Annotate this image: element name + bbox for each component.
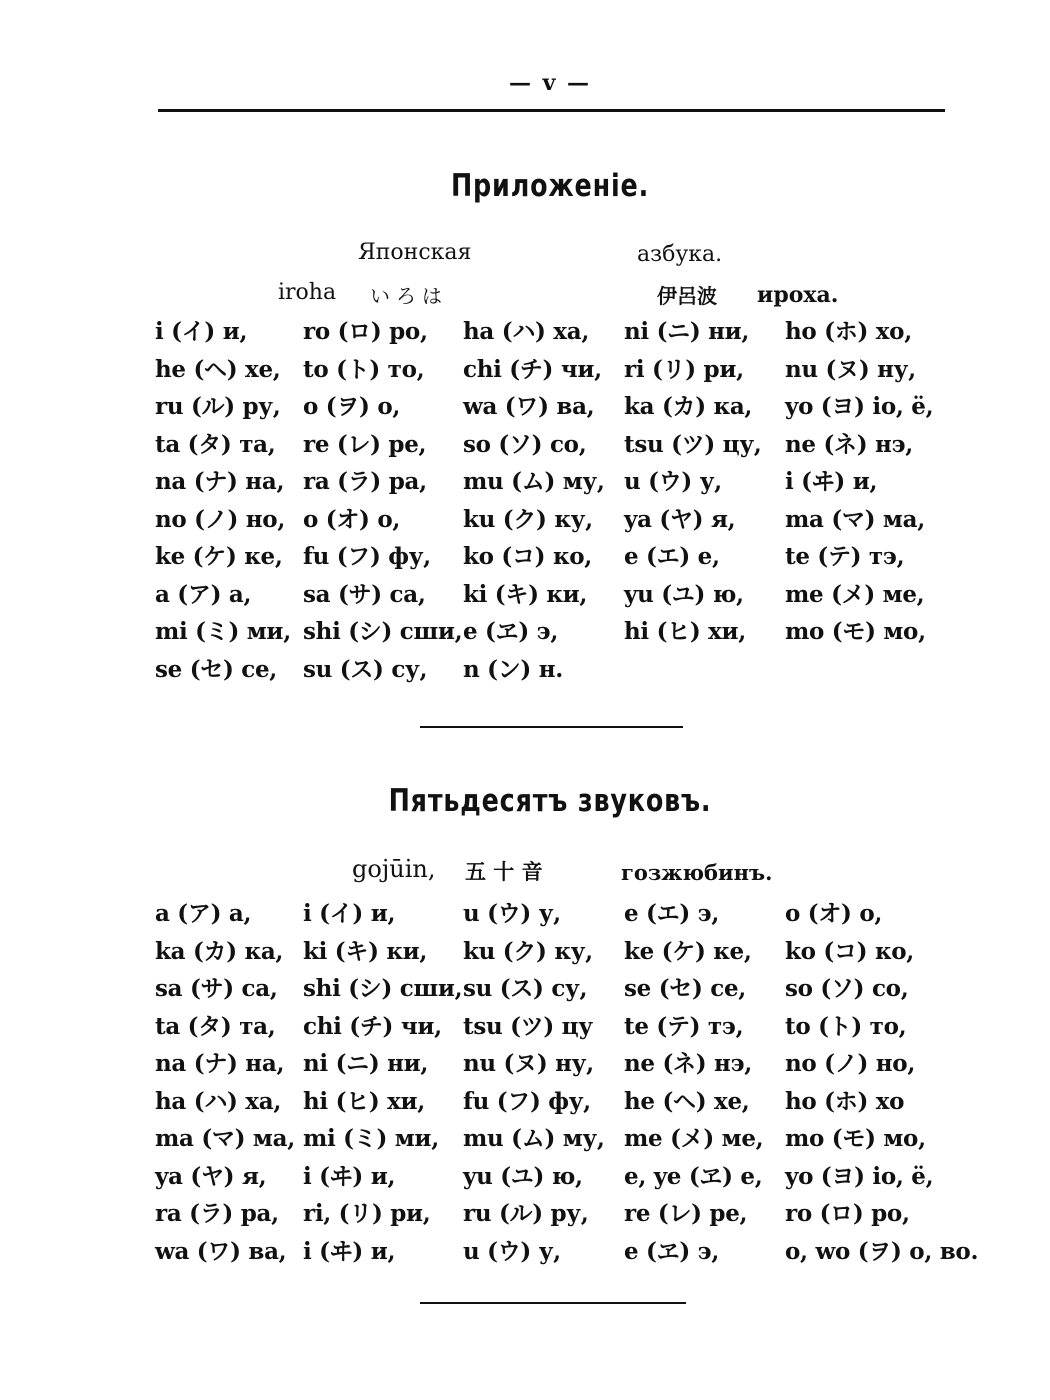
table-cell: ya (ヤ) я,	[624, 505, 736, 533]
table-cell: mo (モ) мо,	[785, 618, 926, 645]
table-cell: shi (シ) сши,	[303, 975, 463, 1002]
page-number: — v —	[508, 70, 592, 96]
table-cell: ke (ケ) ке,	[155, 543, 283, 570]
iroha-russian: ироха.	[757, 282, 839, 308]
table-cell: re (レ) ре,	[624, 1200, 748, 1227]
table-cell: ho (ホ) хо	[785, 1087, 905, 1115]
table-cell: fu (フ) фу,	[463, 1087, 591, 1115]
table-cell: i (ヰ) и,	[785, 468, 878, 495]
table-cell: me (メ) ме,	[624, 1125, 764, 1152]
table-cell: i (ヰ) и,	[303, 1237, 396, 1265]
table-cell: ku (ク) ку,	[463, 937, 593, 965]
table-cell: to (ト) то,	[303, 355, 425, 383]
table-cell: o, wo (ヲ) о, во.	[785, 1237, 979, 1265]
table-cell: ka (カ) ка,	[624, 393, 753, 420]
table-cell: ne (ネ) нэ,	[624, 1050, 752, 1077]
table-cell: ru (ル) ру,	[463, 1200, 589, 1227]
table-cell: ma (マ) ма,	[155, 1125, 295, 1152]
table-cell: no (ノ) но,	[155, 505, 286, 533]
section-divider	[420, 726, 683, 728]
table-cell: tsu (ツ) цу	[463, 1012, 593, 1040]
table-cell: ko (コ) ко,	[785, 937, 915, 965]
table-cell: ta (タ) та,	[155, 430, 276, 458]
table-cell: u (ウ) у,	[463, 1237, 561, 1265]
table-cell: ha (ハ) ха,	[463, 318, 590, 345]
table-cell: ro (ロ) ро,	[303, 318, 428, 345]
table-cell: he (ヘ) хе,	[155, 355, 281, 383]
table-cell: wa (ワ) ва,	[155, 1237, 287, 1265]
table-cell: ko (コ) ко,	[463, 543, 593, 570]
table-cell: ya (ヤ) я,	[155, 1162, 267, 1190]
table-cell: yo (ヨ) io, ё,	[785, 393, 934, 420]
gojuon-russian: гозжюбинъ.	[621, 860, 773, 885]
table-cell: fu (フ) фу,	[303, 543, 431, 570]
table-cell: ku (ク) ку,	[463, 505, 593, 533]
gojuon-kanji: 五 十 音	[465, 859, 543, 884]
table-cell: ki (キ) ки,	[463, 580, 588, 608]
table-cell: e (エ) э,	[624, 900, 720, 927]
table-cell: shi (シ) сши,	[303, 618, 463, 645]
table-cell: me (メ) ме,	[785, 580, 925, 608]
iroha-latin: iroha	[278, 280, 337, 305]
table-cell: na (ナ) на,	[155, 1050, 285, 1077]
table-cell: te (テ) тэ,	[785, 543, 905, 570]
subtitle-right: азбука.	[637, 242, 723, 267]
table-cell: ra (ラ) ра,	[155, 1200, 279, 1227]
table-cell: e (ヱ) э,	[463, 618, 559, 645]
table-cell: n (ン) н.	[463, 655, 563, 683]
table-cell: u (ウ) у,	[624, 468, 722, 495]
table-cell: re (レ) ре,	[303, 430, 427, 458]
table-cell: e, ye (ヱ) е,	[624, 1162, 763, 1190]
table-cell: e (エ) е,	[624, 543, 720, 570]
table-cell: su (ス) су,	[303, 655, 428, 683]
table-cell: nu (ヌ) ну,	[785, 355, 916, 383]
table-cell: u (ウ) у,	[463, 900, 561, 927]
gojuon-title: Пятьдесятъ звуковъ.	[388, 783, 712, 819]
table-cell: a (ア) а,	[155, 580, 252, 608]
table-cell: yu (ユ) ю,	[463, 1162, 583, 1190]
table-cell: ri (リ) ри,	[624, 355, 744, 383]
table-cell: o (オ) о,	[303, 505, 401, 533]
table-cell: se (セ) се,	[624, 975, 747, 1002]
iroha-kana: いろは	[370, 284, 448, 308]
table-cell: wa (ワ) ва,	[463, 393, 595, 420]
table-cell: sa (サ) са,	[155, 975, 278, 1002]
table-cell: i (イ) и,	[303, 900, 396, 927]
table-cell: ma (マ) ма,	[785, 505, 925, 533]
table-cell: ni (ニ) ни,	[303, 1050, 429, 1077]
table-cell: o (オ) о,	[785, 900, 883, 927]
table-cell: so (ソ) со,	[463, 430, 587, 458]
table-cell: mi (ミ) ми,	[303, 1125, 439, 1152]
table-cell: chi (チ) чи,	[463, 355, 602, 383]
table-cell: ro (ロ) ро,	[785, 1200, 910, 1227]
appendix-title: Приложенiе.	[450, 168, 650, 204]
table-cell: mu (ム) му,	[463, 1125, 605, 1152]
iroha-kanji: 伊呂波	[657, 284, 717, 308]
table-cell: te (テ) тэ,	[624, 1012, 744, 1040]
table-cell: o (ヲ) о,	[303, 393, 401, 420]
table-cell: yu (ユ) ю,	[624, 580, 744, 608]
table-cell: mu (ム) му,	[463, 468, 605, 495]
gojuon-latin: gojūin,	[352, 855, 436, 883]
footer-divider	[420, 1302, 686, 1304]
table-cell: mo (モ) мо,	[785, 1125, 926, 1152]
subtitle-left: Японская	[358, 240, 472, 265]
table-cell: se (セ) се,	[155, 655, 278, 683]
table-cell: i (ヰ) и,	[303, 1162, 396, 1190]
table-cell: so (ソ) со,	[785, 975, 909, 1002]
table-cell: to (ト) то,	[785, 1012, 907, 1040]
header-rule	[158, 109, 945, 112]
table-cell: chi (チ) чи,	[303, 1012, 442, 1040]
table-cell: tsu (ツ) цу,	[624, 430, 762, 458]
table-cell: hi (ヒ) хи,	[303, 1087, 426, 1115]
table-cell: ni (ニ) ни,	[624, 318, 750, 345]
table-cell: ki (キ) ки,	[303, 937, 428, 965]
table-cell: e (ヱ) э,	[624, 1237, 720, 1265]
table-cell: ru (ル) ру,	[155, 393, 281, 420]
table-cell: ta (タ) та,	[155, 1012, 276, 1040]
table-cell: ha (ハ) ха,	[155, 1087, 282, 1115]
table-cell: ka (カ) ка,	[155, 937, 284, 965]
table-cell: sa (サ) са,	[303, 580, 426, 608]
table-cell: nu (ヌ) ну,	[463, 1050, 594, 1077]
table-cell: mi (ミ) ми,	[155, 618, 291, 645]
table-cell: ke (ケ) ке,	[624, 937, 752, 965]
table-cell: su (ス) су,	[463, 975, 588, 1002]
table-cell: no (ノ) но,	[785, 1050, 916, 1077]
table-cell: a (ア) а,	[155, 900, 252, 927]
table-cell: ne (ネ) нэ,	[785, 430, 913, 458]
table-cell: hi (ヒ) хи,	[624, 618, 747, 645]
table-cell: yo (ヨ) io, ё,	[785, 1162, 934, 1190]
table-cell: ri, (リ) ри,	[303, 1200, 431, 1227]
table-cell: he (ヘ) хе,	[624, 1087, 750, 1115]
table-cell: ho (ホ) хо,	[785, 318, 912, 345]
table-cell: na (ナ) на,	[155, 468, 285, 495]
table-cell: i (イ) и,	[155, 318, 248, 345]
table-cell: ra (ラ) ра,	[303, 468, 427, 495]
